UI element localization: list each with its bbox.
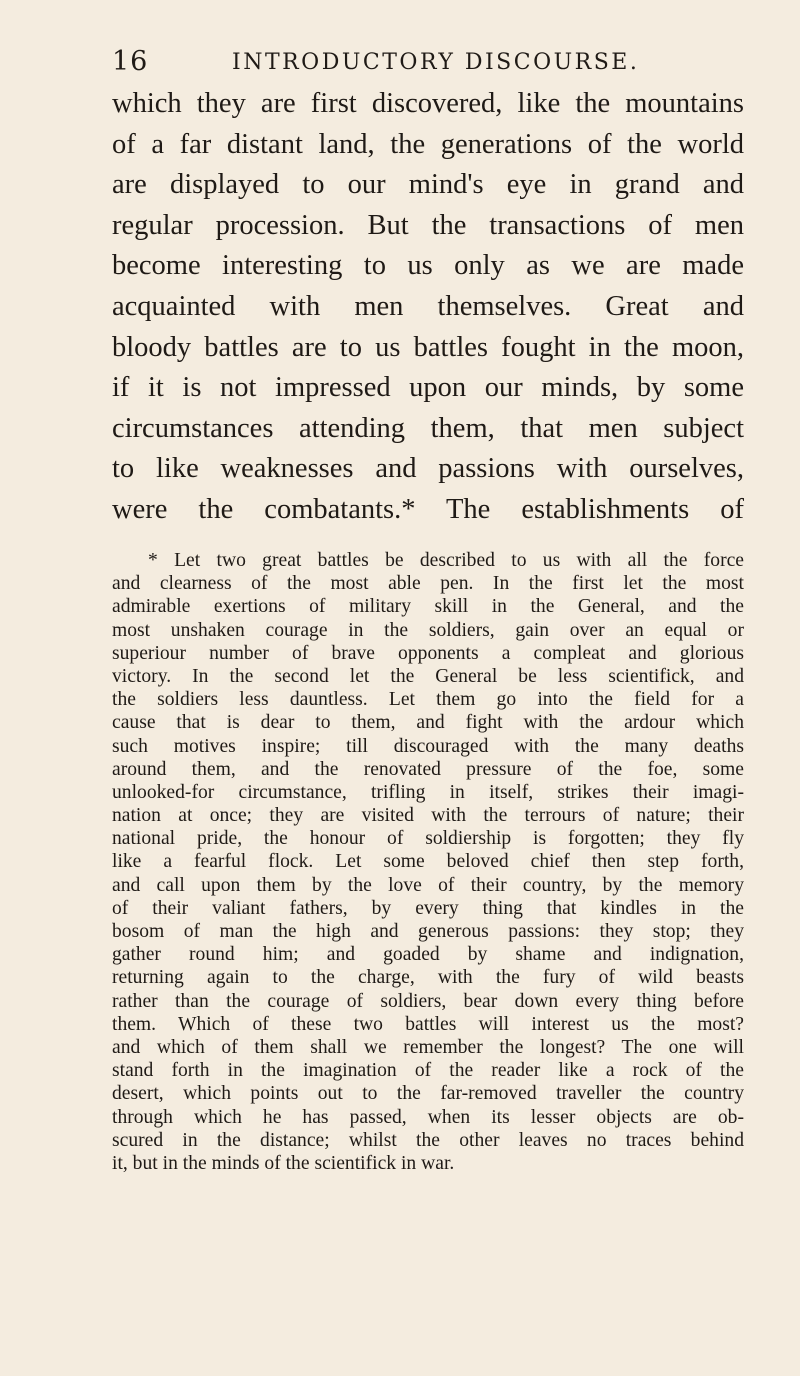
footnote-line: national pride, the honour of soldiership is forgotten; they fly — [112, 828, 744, 850]
footnote-line: and which of them shall we remember the longest? The one will — [112, 1036, 744, 1058]
text-line: were the combatants.* The establishments of — [112, 493, 744, 525]
footnote-line: returning again to the charge, with the fury of wild beasts — [112, 967, 744, 989]
footnote-line: stand forth in the imagination of the reader like a rock of the — [112, 1060, 744, 1082]
footnote-line: cause that is dear to them, and fight with the ardour which — [112, 712, 744, 734]
text-line: acquainted with men themselves. Great and — [112, 290, 744, 322]
text-line: to like weaknesses and passions with ourselves, — [112, 453, 744, 485]
text-line: regular procession. But the transactions of men — [112, 209, 744, 241]
text-line: bloody battles are to us battles fought in the moon, — [112, 331, 744, 363]
footnote-line: unlooked-for circumstance, trifling in itself, strikes their imagi- — [112, 781, 744, 803]
footnote-line: most unshaken courage in the soldiers, gain over an equal or — [112, 619, 744, 641]
footnote-line: bosom of man the high and generous passions: they stop; they — [112, 921, 744, 942]
footnote-line: nation at once; they are visited with the terrours of nature; their — [112, 805, 744, 827]
text-line: which they are first discovered, like the mountains — [112, 88, 744, 119]
text-line: of a far distant land, the generations of the world — [112, 128, 744, 160]
text-line: become interesting to us only as we are made — [112, 250, 744, 282]
footnote-line: like a fearful flock. Let some beloved chief then step forth, — [112, 851, 744, 873]
footnote-line: of their valiant fathers, by every thing that kindles in the — [112, 897, 744, 919]
text-line: if it is not impressed upon our minds, by some — [112, 372, 744, 404]
page-number: 16 — [112, 46, 149, 77]
footnote-line: them. Which of these two battles will interest us the most? — [112, 1013, 744, 1035]
footnote-line: admirable exertions of military skill in the General, and the — [112, 596, 744, 618]
footnote-line: victory. In the second let the General be less scientifick, and — [112, 665, 744, 687]
footnote — [112, 549, 744, 1175]
footnote-line: rather than the courage of soldiers, bear down every thing before — [112, 990, 744, 1012]
footnote-line: around them, and the renovated pressure of the foe, some — [112, 758, 744, 780]
footnote-line: scured in the distance; whilst the other leaves no traces behind — [112, 1129, 744, 1151]
footnote-line: gather round him; and goaded by shame and indignation, — [112, 944, 744, 966]
running-head — [112, 46, 732, 86]
footnote-line: and call upon them by the love of their country, by the memory — [112, 874, 744, 896]
footnote-line: the soldiers less dauntless. Let them go into the field for a — [112, 689, 744, 711]
running-head-title: INTRODUCTORY DISCOURSE. — [232, 50, 640, 75]
text-line: are displayed to our mind's eye in grand and — [112, 169, 744, 201]
footnote-line: and clearness of the most able pen. In the first let the most — [112, 573, 744, 595]
footnote-line: superiour number of brave opponents a compleat and glorious — [112, 642, 744, 664]
footnote-line: * Let two great battles be described to us with all the force — [148, 550, 744, 571]
footnote-line: it, but in the minds of the scientifick in war. — [112, 1152, 455, 1174]
text-line: circumstances attending them, that men subject — [112, 412, 744, 444]
footnote-line: such motives inspire; till discouraged with the many deaths — [112, 735, 744, 757]
footnote-line: through which he has passed, when its lesser objects are ob- — [112, 1106, 744, 1128]
main-text — [112, 84, 744, 531]
footnote-line: desert, which points out to the far-removed traveller the country — [112, 1083, 744, 1105]
